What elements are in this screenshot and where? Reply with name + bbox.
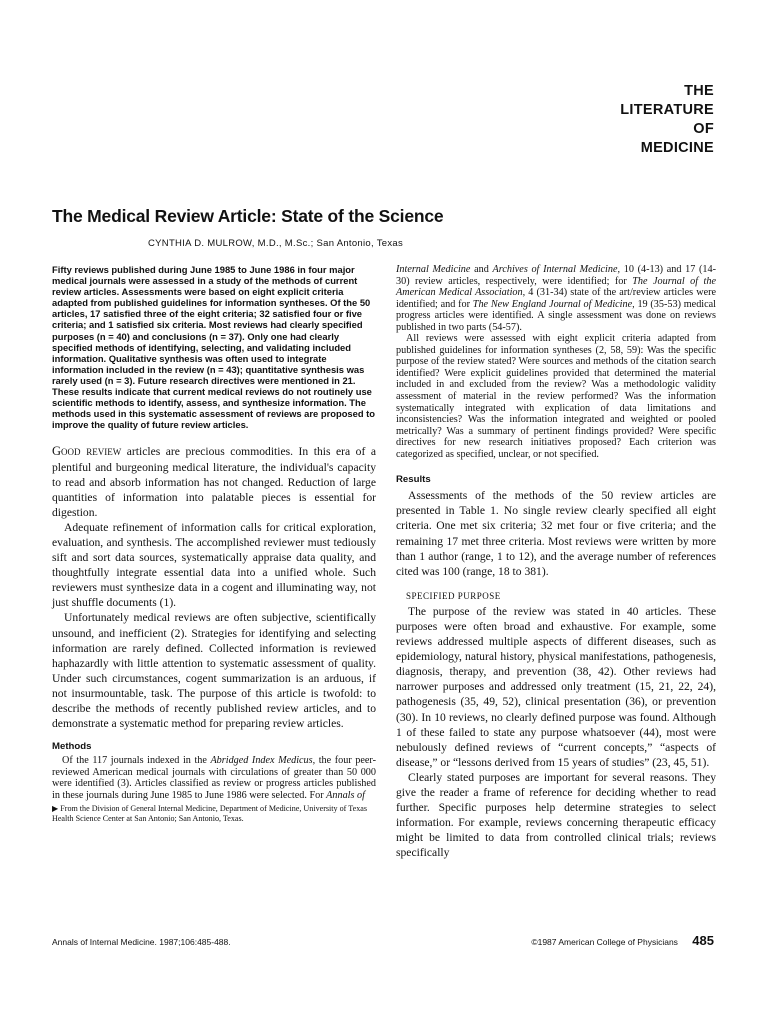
methods-text: 19 (35-53) medical progress articles were identified. A single assessment was done on reviews published in two parts (54-57). xyxy=(396,298,716,333)
section-title-line: LITERATURE xyxy=(620,102,714,118)
methods-text: 4 (31-34) state of the art/review articles were identified; and for xyxy=(396,287,717,310)
methods-text: the four peer-reviewed American medical journals with circulations of greater than 50 000 were identified (3). Articles classified as review or progress articles published in these journals during June 1985 to June 1986 were selected. For xyxy=(52,755,376,801)
right-column xyxy=(396,264,716,860)
methods-text: Of the 117 journals indexed in the xyxy=(62,755,211,767)
page-number: 485 xyxy=(692,933,714,948)
journal-name: Internal Medicine xyxy=(396,264,471,275)
intro-paragraph: Unfortunately medical reviews are often subjective, scientifically unsound, and inefficient (2). Strategies for identifying and selecting information are rarely defined. Collected information is reviewed haphazardly with little attention to systematic assessment of quality. Under such circumstances, cogent summarization is an arduous, if not insurmountable, task. The purpose of this article is twofold: to describe the methods of recently published review articles, and to demonstrate a systematic method for preparing review articles. xyxy=(52,611,376,731)
methods-paragraph: All reviews were assessed with eight explicit criteria adapted from published guidelines for information syntheses (2, 58, 59): Was the specific purpose of the review stated? Were sources and methods of the citation search identified? Were explicit guidelines provided that determined the material included in and excluded from the review? Was a methodologic validity assessment of material in the review performed? Was the information systematically integrated with explication of data limitations and inconsistencies? Was the information integrated and weighted or pooled metrically? Was a summary of pertinent findings provided? Were specific directives for new research initiatives proposed? Each criterion was categorized as specified, unclear, or not specified. xyxy=(396,333,716,460)
footer-right xyxy=(531,933,714,948)
affiliation-footnote: ▶ From the Division of General Internal Medicine, Department of Medicine, University of Texas Health Science Center at San Antonio; San Antonio, Texas. xyxy=(52,804,368,823)
methods-heading: Methods xyxy=(52,741,92,753)
methods-section xyxy=(52,755,376,801)
abstract: Fifty reviews published during June 1985 to June 1986 in four major medical journals were assessed in a study of the methods of current review articles. Assessments were based on eight explicit criteria adapted from published guidelines for information syntheses. Of the 50 articles, 17 satisfied three of the eight criteria; 32 satisfied four or five criteria; and 1 satisfied six criteria. Most reviews had clearly specified purposes (n = 40) and conclusions (n = 37). Only one had clearly specified methods of identifying, selecting, and validating included information. Qualitative synthesis was often used to integrate information included in the review (n = 43); quantitative synthesis was rarely used (n = 3). Future research directives were mentioned in 21. These results indicate that current medical reviews do not routinely use scientific methods to identify, assess, and synthesize information. The methods used in this systematic assessment of reviews are proposed to improve the quality of future review articles. xyxy=(52,264,376,431)
introduction xyxy=(52,444,376,731)
results-section xyxy=(396,488,716,579)
journal-name: The Journal of the American Medical Association, xyxy=(396,275,717,299)
section-title-line: MEDICINE xyxy=(640,140,714,156)
specified-purpose-paragraph: The purpose of the review was stated in 40 articles. These purposes were often broad and exhaustive. For example, some reviews addressed multiple aspects of different diseases, such as epidemiology, natural history, physical manifestations, pathogenesis, diagnosis, therapy, and prevention (38, 42). Other reviews had narrower purposes and addressed only treatment (15, 21, 22, 24), pathogenesis (35, 49, 52), clinical presentation (36), or prevention (30). In 10 reviews, no clearly defined purpose was found. Although 1 of these failed to state any purpose whatsoever (44), most were nebulously defined reviews of “current concepts,” “aspects of disease,” or “lessons derived from 15 years of studies” (23, 45, 51). xyxy=(396,604,716,769)
methods-continued xyxy=(396,264,716,460)
methods-text: and xyxy=(470,264,493,275)
methods-paragraph xyxy=(396,264,716,333)
results-heading: Results xyxy=(396,474,431,486)
specified-purpose-paragraph: Clearly stated purposes are important for several reasons. They give the reader a frame of reference for deciding whether to read further. Specific purposes help determine strategies to select information. For example, reviews concerning therapeutic efficacy might be limited to data from controlled clinical trials; reviews specifically xyxy=(396,770,716,860)
article-title: The Medical Review Article: State of the Science xyxy=(52,206,444,226)
copyright: ©1987 American College of Physicians xyxy=(531,937,678,947)
journal-name: Annals of xyxy=(326,789,365,801)
results-paragraph: Assessments of the methods of the 50 review articles are presented in Table 1. No single review clearly specified all eight criteria. One met six criteria; 32 met four or five criteria; and the remaining 17 met three criteria. Most reviews were written by more than 1 author (range, 1 to 12), and the average number of references cited was 100 (range, 18 to 381). xyxy=(396,489,716,578)
intro-paragraph: Adequate refinement of information calls for critical exploration, evaluation, and synthesis. The accomplished reviewer must tediously sift and sort data sources, systematically appraise data quality, and thoughtfully integrate essential data into a unified whole. Such reviewers must synthesize data in a cogent and illuminating way, not just shuffle documents (1). xyxy=(52,520,376,610)
specified-purpose-heading: SPECIFIED PURPOSE xyxy=(406,590,501,601)
journal-citation: Annals of Internal Medicine. 1987;106:485-488. xyxy=(52,937,231,947)
author-byline: CYNTHIA D. MULROW, M.D., M.Sc.; San Antonio, Texas xyxy=(148,238,404,249)
intro-paragraph-text: articles are precious commodities. In this era of a plentiful and burgeoning medical literature, the individual's capacity to read and absorb information has not changed. Reduction of large quantities of information into palatable pieces is essential for digestion. xyxy=(52,445,376,519)
section-title-line: OF xyxy=(693,121,714,137)
left-column xyxy=(52,264,376,824)
methods-text: 10 (4-13) and 17 (14-30) review articles, respectively, were identified; for xyxy=(396,264,716,287)
section-title-line: THE xyxy=(684,83,714,99)
specified-purpose-section xyxy=(396,604,716,861)
intro-paragraph xyxy=(52,444,376,519)
journal-name: The New England Journal of Medicine, xyxy=(472,298,635,310)
journal-name: Archives of Internal Medicine, xyxy=(492,264,621,275)
methods-paragraph xyxy=(52,755,376,801)
section-title xyxy=(514,82,714,158)
journal-name: Abridged Index Medicus, xyxy=(210,755,316,767)
lead-words: Good review xyxy=(52,444,122,459)
